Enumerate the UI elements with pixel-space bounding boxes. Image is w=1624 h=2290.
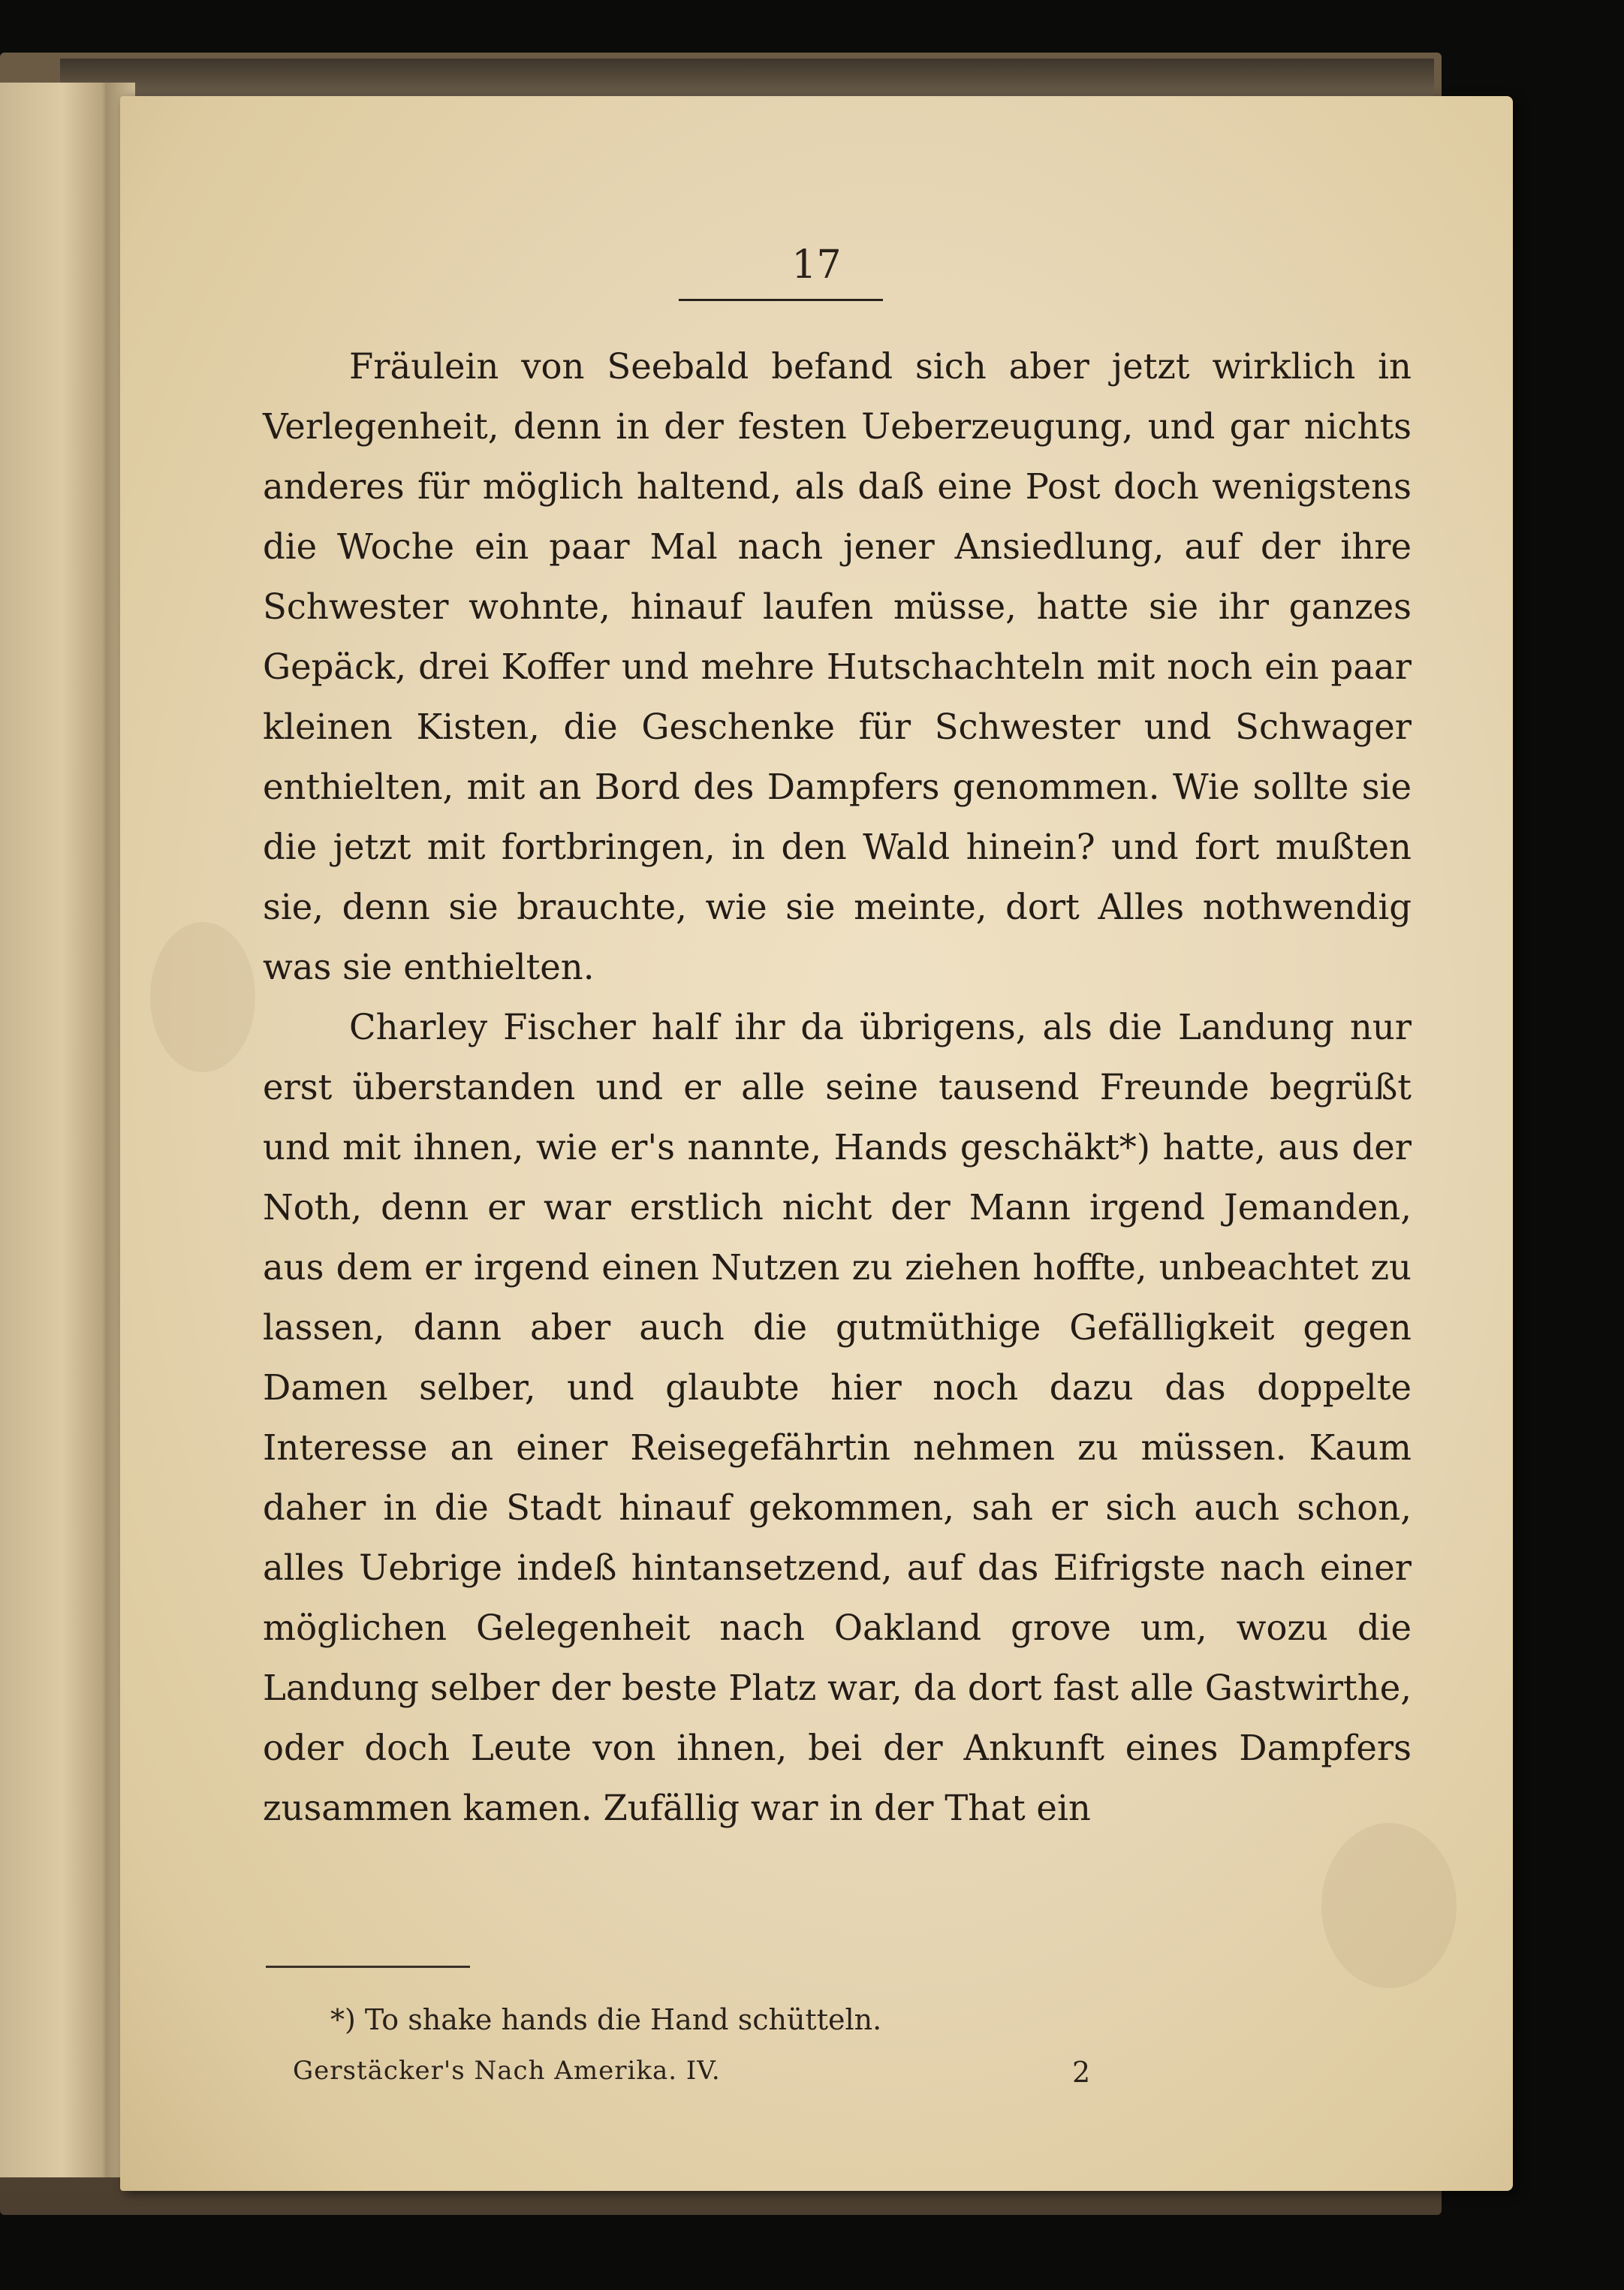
- book-page: [120, 96, 1513, 2191]
- sheet-number: 2: [1072, 2056, 1091, 2089]
- previous-page-edge: [0, 83, 113, 2177]
- body-text: [263, 336, 1412, 1838]
- page-number: 17: [791, 243, 842, 288]
- header-rule: [679, 299, 883, 301]
- paper-stain: [1321, 1823, 1457, 1988]
- signature-line: Gerstäcker's Nach Amerika. IV.: [293, 2056, 721, 2086]
- footnote: *) To shake hands die Hand schütteln.: [330, 2003, 882, 2036]
- cover-top-edge: [60, 59, 1434, 98]
- paragraph: Charley Fischer half ihr da übrigens, als die Landung nur erst überstanden und er alle seine tausend Freunde begrüßt und mit ihnen, wie er's nannte, Hands geschäkt*) hatte, aus der Noth, denn er war erstlich nicht der Mann irgend Jemanden, aus dem er irgend einen Nutzen zu ziehen hoffte, unbeachtet zu lassen, dann aber auch die gutmüthige Gefälligkeit gegen Damen selber, und glaubte hier noch dazu das doppelte Interesse an einer Reisegefährtin nehmen zu müssen. Kaum daher in die Stadt hinauf gekommen, sah er sich auch schon, alles Uebrige indeß hintansetzend, auf das Eifrigste nach einer möglichen Gelegenheit nach Oakland grove um, wozu die Landung selber der beste Platz war, da dort fast alle Gastwirthe, oder doch Leute von ihnen, bei der Ankunft eines Dampfers zusammen kamen. Zufällig war in der That ein: [263, 1007, 1412, 1828]
- paragraph: Fräulein von Seebald befand sich aber jetzt wirklich in Verlegenheit, denn in der festen Ueberzeugung, und gar nichts anderes für möglich haltend, als daß eine Post doch wenigstens die Woche ein paar Mal nach jener Ansiedlung, auf der ihre Schwester wohnte, hinauf laufen müsse, hatte sie ihr ganzes Gepäck, drei Koffer und mehre Hutschachteln mit noch ein paar kleinen Kisten, die Geschenke für Schwester und Schwager enthielten, mit an Bord des Dampfers genommen. Wie sollte sie die jetzt mit fortbringen, in den Wald hinein? und fort mußten sie, denn sie brauchte, wie sie meinte, dort Alles nothwendig was sie enthielten.: [263, 346, 1412, 987]
- footnote-rule: [266, 1966, 470, 1968]
- paper-stain: [150, 922, 255, 1072]
